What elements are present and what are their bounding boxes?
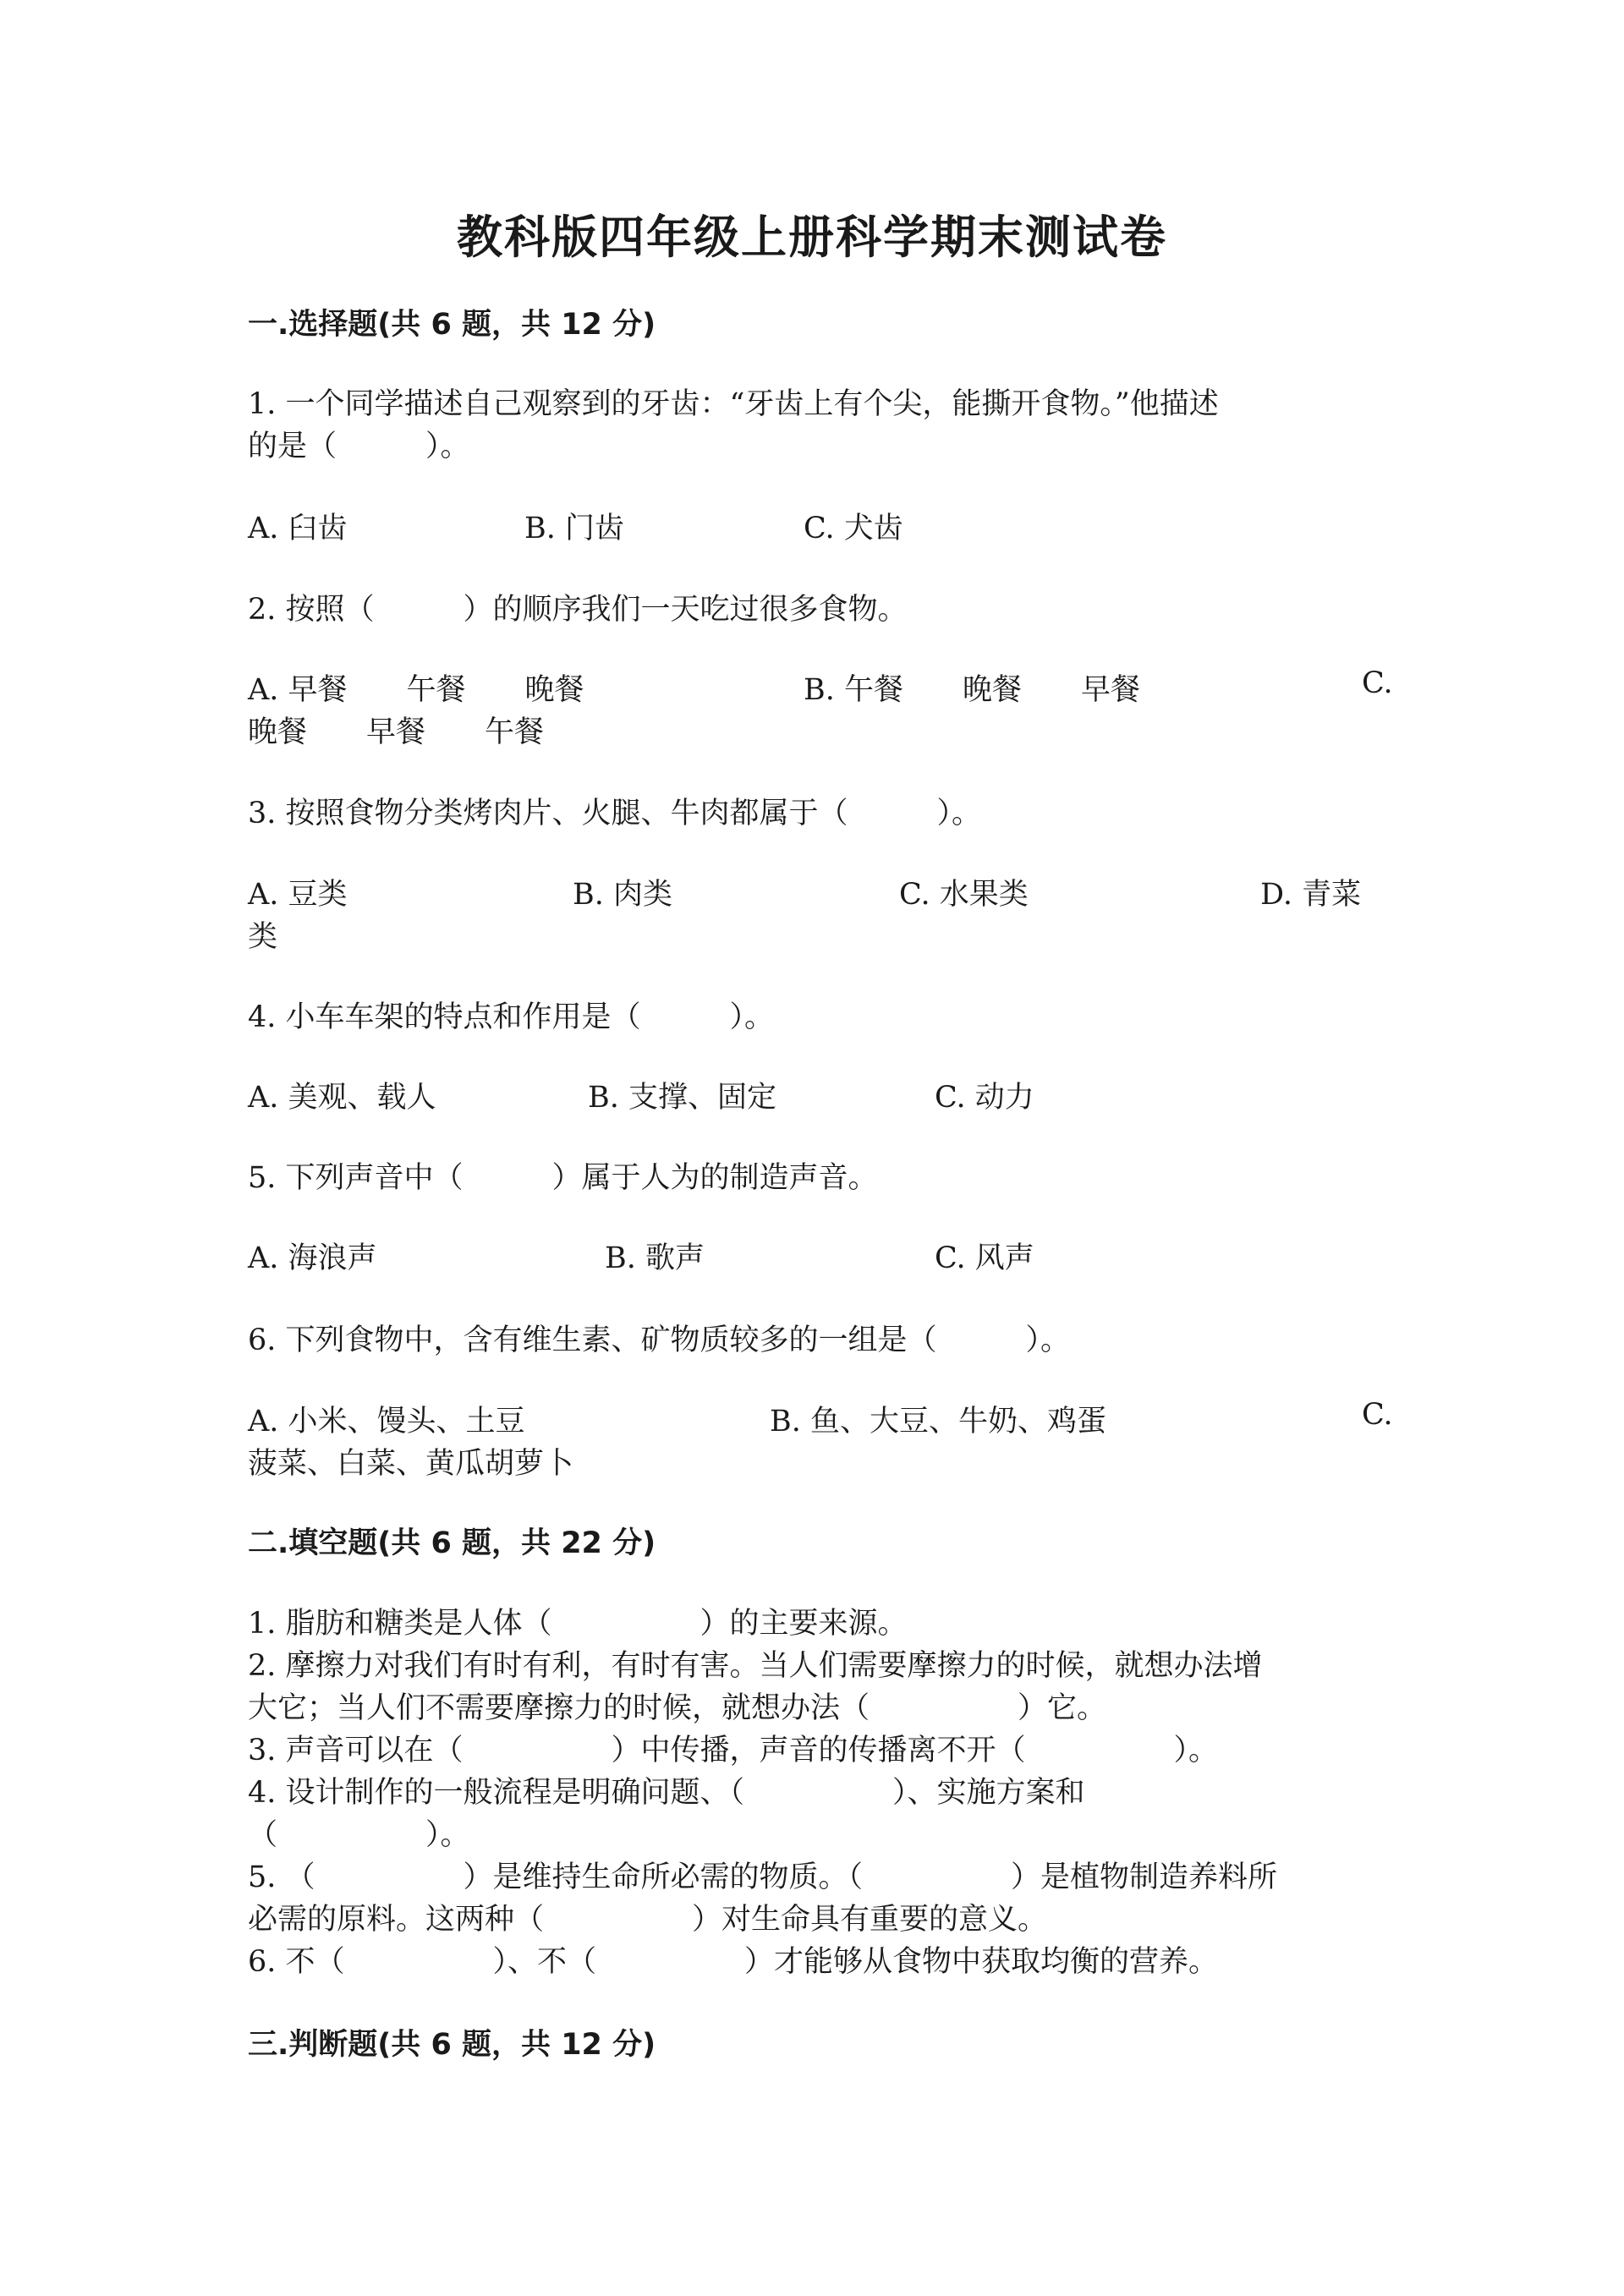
q2-option-c[interactable]: C. bbox=[1362, 666, 1393, 700]
q4-option-c[interactable]: C. 动力 bbox=[935, 1081, 1034, 1115]
fill-line-3: 大它；当人们不需要摩擦力的时候，就想办法（ ）它。 bbox=[248, 1691, 1107, 1725]
fill-line-7: 5. （ ）是维持生命所必需的物质。（ ）是植物制造养料所 bbox=[248, 1860, 1278, 1894]
question-6-line-1: 6. 下列食物中，含有维生素、矿物质较多的一组是（ ）。 bbox=[248, 1323, 1071, 1357]
q6-option-a[interactable]: A. 小米、馒头、土豆 bbox=[248, 1405, 525, 1438]
fill-line-1: 1. 脂肪和糖类是人体（ ）的主要来源。 bbox=[248, 1607, 908, 1641]
q3-option-c[interactable]: C. 水果类 bbox=[899, 878, 1029, 912]
section-heading-fill-blank: 二.填空题(共 6 题，共 22 分) bbox=[248, 1526, 656, 1560]
q6-option-b[interactable]: B. 鱼、大豆、牛奶、鸡蛋 bbox=[770, 1405, 1106, 1438]
q2-option-c-text[interactable]: 晚餐 早餐 午餐 bbox=[248, 715, 545, 749]
question-3-line-1: 3. 按照食物分类烤肉片、火腿、牛肉都属于（ ）。 bbox=[248, 797, 982, 830]
q3-option-b[interactable]: B. 肉类 bbox=[573, 878, 672, 912]
q3-option-d[interactable]: D. 青菜 bbox=[1260, 878, 1362, 912]
q2-option-b[interactable]: B. 午餐 晚餐 早餐 bbox=[804, 673, 1140, 707]
q1-option-a[interactable]: A. 臼齿 bbox=[248, 512, 348, 545]
q3-option-a[interactable]: A. 豆类 bbox=[248, 878, 348, 912]
q3-option-d-wrap[interactable]: 类 bbox=[248, 920, 278, 954]
q4-option-b[interactable]: B. 支撑、固定 bbox=[588, 1081, 776, 1115]
q4-option-a[interactable]: A. 美观、载人 bbox=[248, 1081, 436, 1115]
fill-line-4: 3. 声音可以在（ ）中传播，声音的传播离不开（ ）。 bbox=[248, 1734, 1219, 1767]
q5-option-c[interactable]: C. 风声 bbox=[935, 1241, 1034, 1275]
q5-option-b[interactable]: B. 歌声 bbox=[605, 1241, 705, 1275]
question-4-line-1: 4. 小车车架的特点和作用是（ ）。 bbox=[248, 1000, 775, 1034]
fill-line-9: 6. 不（ ）、不（ ）才能够从食物中获取均衡的营养。 bbox=[248, 1945, 1219, 1979]
q2-option-a[interactable]: A. 早餐 午餐 晚餐 bbox=[248, 673, 584, 707]
q6-option-c-text[interactable]: 菠菜、白菜、黄瓜胡萝卜 bbox=[248, 1447, 574, 1481]
question-2-line-1: 2. 按照（ ）的顺序我们一天吃过很多食物。 bbox=[248, 593, 908, 627]
q1-option-c[interactable]: C. 犬齿 bbox=[804, 512, 903, 545]
fill-line-6: （ ）。 bbox=[248, 1818, 470, 1852]
question-1-line-2: 的是（ ）。 bbox=[248, 430, 470, 463]
question-5-line-1: 5. 下列声音中（ ）属于人为的制造声音。 bbox=[248, 1161, 878, 1195]
section-heading-true-false: 三.判断题(共 6 题，共 12 分) bbox=[248, 2028, 656, 2062]
q6-option-c[interactable]: C. bbox=[1362, 1398, 1393, 1432]
fill-line-8: 必需的原料。这两种（ ）对生命具有重要的意义。 bbox=[248, 1903, 1048, 1937]
exam-title: 教科版四年级上册科学期末测试卷 bbox=[457, 211, 1167, 264]
question-1-line-1: 1. 一个同学描述自己观察到的牙齿：“牙齿上有个尖，能撕开食物。”他描述 bbox=[248, 387, 1219, 421]
section-heading-choice: 一.选择题(共 6 题，共 12 分) bbox=[248, 308, 656, 342]
q5-option-a[interactable]: A. 海浪声 bbox=[248, 1241, 377, 1275]
fill-line-5: 4. 设计制作的一般流程是明确问题、（ ）、实施方案和 bbox=[248, 1776, 1085, 1810]
q1-option-b[interactable]: B. 门齿 bbox=[524, 512, 624, 545]
fill-line-2: 2. 摩擦力对我们有时有利，有时有害。当人们需要摩擦力的时候，就想办法增 bbox=[248, 1649, 1263, 1683]
